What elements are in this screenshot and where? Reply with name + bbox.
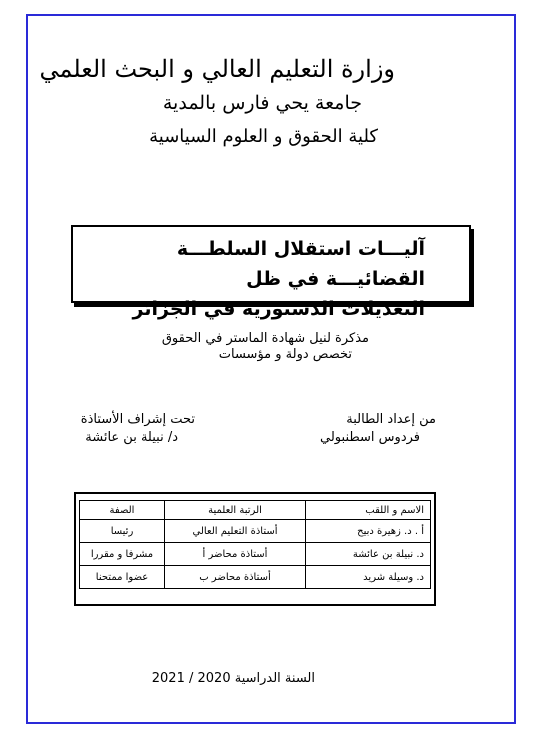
ministry-heading: وزارة التعليم العالي و البحث العلمي (39, 55, 395, 83)
author-label: من إعداد الطالبة (346, 412, 436, 427)
table-row (80, 520, 431, 543)
jury-header-row (80, 501, 431, 520)
jury-member-name: د. نبيلة بن عائشة (306, 543, 431, 566)
faculty-heading: كلية الحقوق و العلوم السياسية (149, 126, 378, 147)
jury-table (79, 500, 431, 589)
jury-member-role: مشرفا و مقررا (80, 543, 165, 566)
jury-member-role: رئيسا (80, 520, 165, 543)
thesis-title-box (71, 225, 471, 320)
thesis-title-line-1: آليـــات استقلال السلطـــة القضائيـــة في ظل (176, 238, 425, 290)
jury-member-rank: أستاذة التعليم العالي (165, 520, 306, 543)
memo-specialty-line: تخصص دولة و مؤسسات (218, 347, 352, 362)
jury-member-name: أ . د. زهيرة دبيح (306, 520, 431, 543)
jury-header-rank: الرتبة العلمية (165, 501, 306, 520)
table-row (80, 543, 431, 566)
page-border (26, 14, 516, 724)
author-name: فردوس اسطنبولي (320, 430, 420, 445)
university-heading: جامعة يحي فارس بالمدية (162, 92, 362, 114)
jury-table-frame (74, 492, 436, 606)
memo-degree-line: مذكرة لنيل شهادة الماستر في الحقوق (161, 331, 369, 346)
supervisor-label: تحت إشراف الأستاذة (80, 412, 195, 427)
jury-member-role: عضوا ممتحنا (80, 566, 165, 589)
table-row (80, 566, 431, 589)
jury-member-rank: أستاذة محاضر ب (165, 566, 306, 589)
jury-header-role: الصفة (80, 501, 165, 520)
jury-member-rank: أستاذة محاضر أ (165, 543, 306, 566)
thesis-title-line-2: التعديلات الدستورية في الجزائر (132, 298, 425, 320)
supervisor-name: د/ نبيلة بن عائشة (85, 430, 178, 445)
academic-year: السنة الدراسية 2020 / 2021 (151, 671, 315, 686)
jury-member-name: د. وسيلة شريد (306, 566, 431, 589)
jury-header-name: الاسم و اللقب (306, 501, 431, 520)
